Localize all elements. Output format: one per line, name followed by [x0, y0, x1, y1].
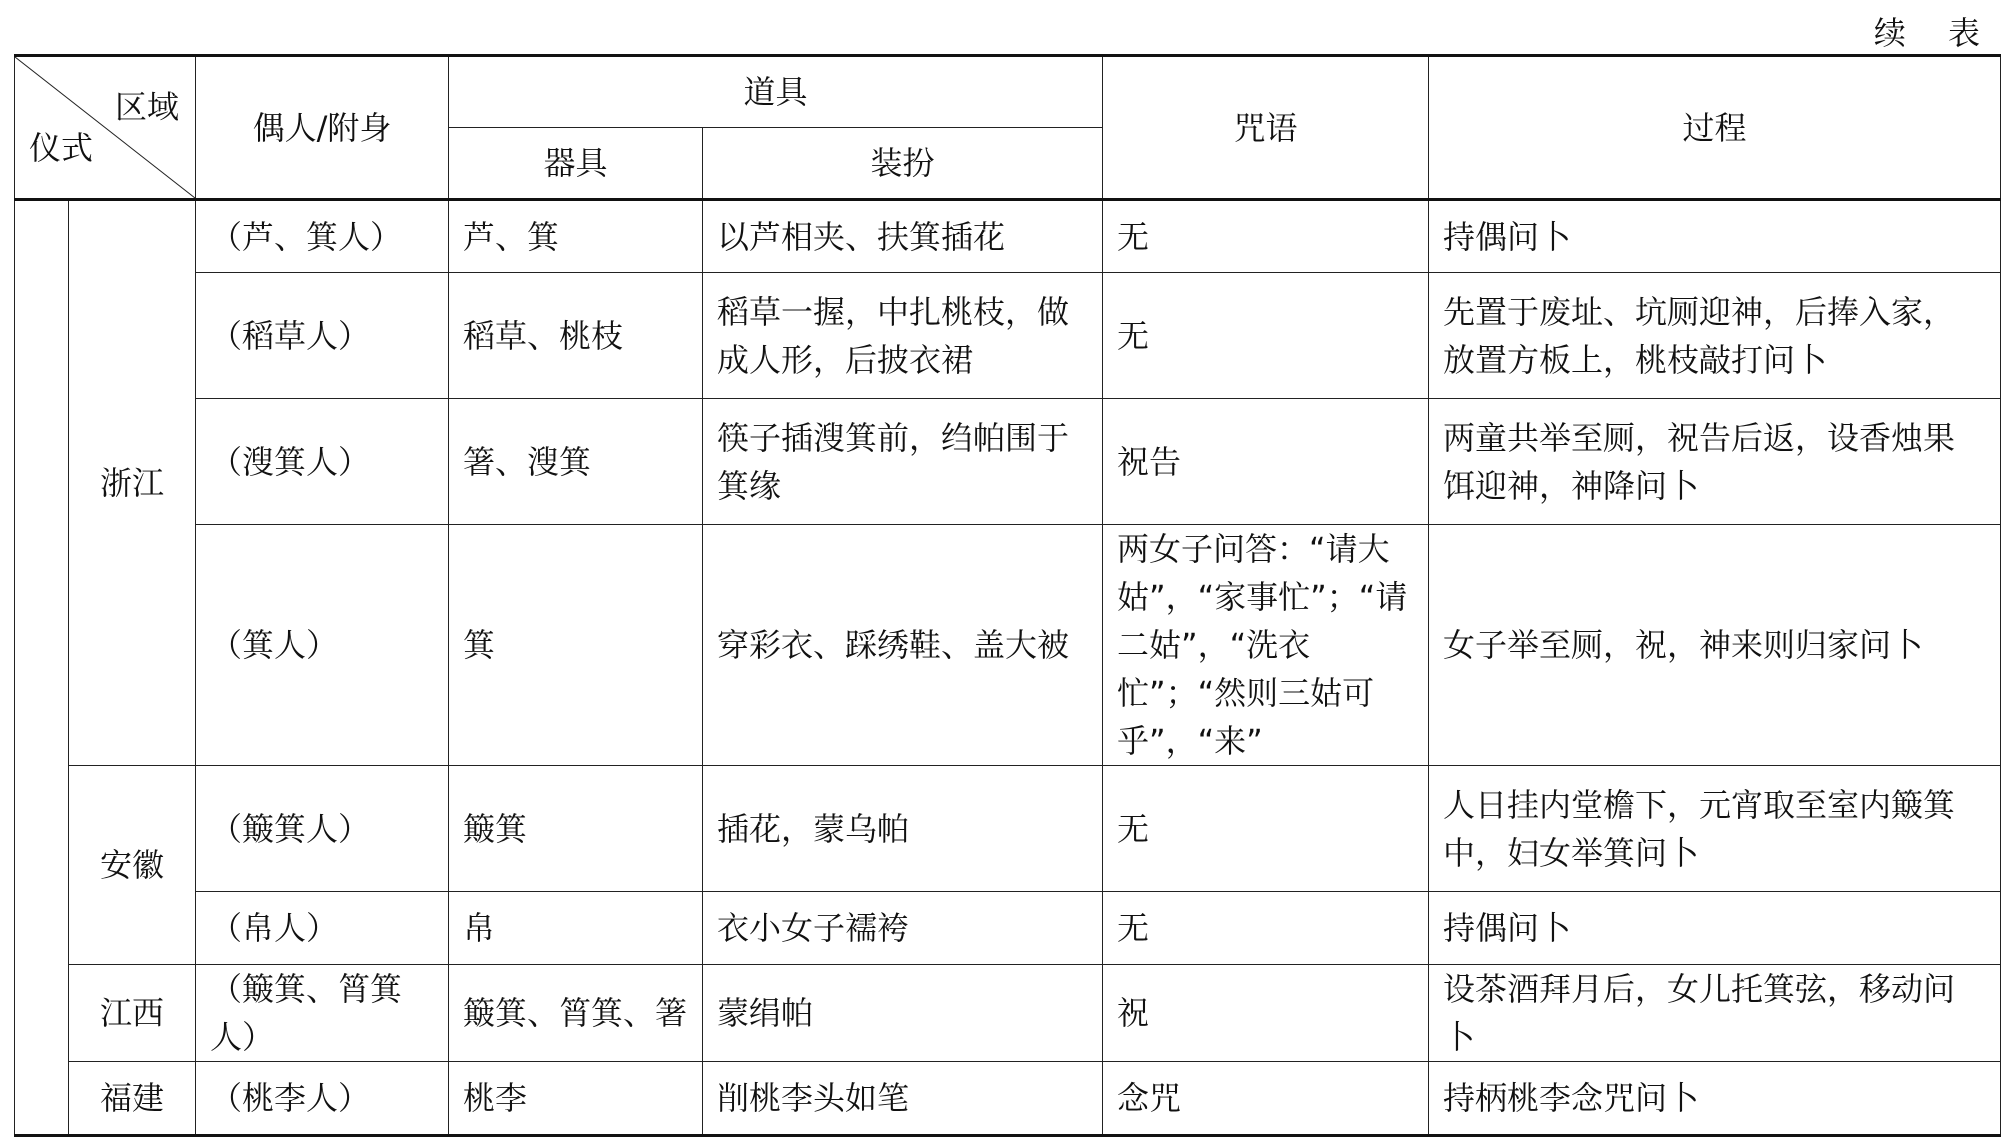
incantation-cell: 无 [1103, 766, 1429, 892]
incantation-cell: 无 [1103, 273, 1429, 399]
table-row [15, 273, 2001, 399]
dress-cell: 蒙绢帕 [703, 965, 1103, 1062]
figure-cell: （帛人） [196, 892, 449, 965]
incantation-cell: 祝 [1103, 965, 1429, 1062]
process-cell: 两童共举至厕，祝告后返，设香烛果饵迎神，神降问卜 [1429, 399, 2001, 525]
ritual-table [14, 54, 2001, 1137]
tools-cell: 桃李 [449, 1062, 703, 1136]
continued-label: 续 表 [1873, 14, 1996, 52]
diag-header-ritual: 仪式 [29, 129, 94, 167]
table-row [15, 399, 2001, 525]
header-process: 过程 [1429, 56, 2001, 200]
table-row [15, 1062, 2001, 1136]
dress-cell: 稻草一握，中扎桃枝，做成人形，后披衣裙 [703, 273, 1103, 399]
header-incantation: 咒语 [1103, 56, 1429, 200]
figure-cell: （溲箕人） [196, 399, 449, 525]
diagonal-header-cell [15, 56, 196, 200]
region-jiangxi: 江西 [69, 965, 196, 1062]
process-cell: 设茶酒拜月后，女儿托箕弦，移动问卜 [1429, 965, 2001, 1062]
dress-cell: 穿彩衣、踩绣鞋、盖大被 [703, 525, 1103, 766]
incantation-cell: 两女子问答：“请大姑”，“家事忙”；“请二姑”，“洗衣忙”；“然则三姑可乎”，“来” [1103, 525, 1429, 766]
tools-cell: 芦、箕 [449, 200, 703, 273]
process-cell: 先置于废址、坑厕迎神，后捧入家，放置方板上，桃枝敲打问卜 [1429, 273, 2001, 399]
table-row [15, 525, 2001, 766]
table-row [15, 892, 2001, 965]
process-cell: 人日挂内堂檐下，元宵取至室内簸箕中，妇女举箕问卜 [1429, 766, 2001, 892]
region-anhui: 安徽 [69, 766, 196, 965]
tools-cell: 稻草、桃枝 [449, 273, 703, 399]
header-row-1 [15, 56, 2001, 128]
process-cell: 女子举至厕，祝，神来则归家问卜 [1429, 525, 2001, 766]
process-cell: 持偶问卜 [1429, 892, 2001, 965]
dress-cell: 削桃李头如笔 [703, 1062, 1103, 1136]
figure-cell: （桃李人） [196, 1062, 449, 1136]
table-row [15, 766, 2001, 892]
dress-cell: 筷子插溲箕前，绉帕围于箕缘 [703, 399, 1103, 525]
process-cell: 持偶问卜 [1429, 200, 2001, 273]
region-zhejiang: 浙江 [69, 200, 196, 766]
figure-cell: （簸箕、筲箕人） [196, 965, 449, 1062]
diag-header-region: 区域 [114, 88, 179, 126]
figure-cell: （芦、箕人） [196, 200, 449, 273]
header-dress: 装扮 [703, 128, 1103, 200]
header-figure: 偶人/附身 [196, 56, 449, 200]
blank-column [15, 200, 69, 1136]
dress-cell: 以芦相夹、扶箕插花 [703, 200, 1103, 273]
tools-cell: 箸、溲箕 [449, 399, 703, 525]
figure-cell: （簸箕人） [196, 766, 449, 892]
header-props: 道具 [449, 56, 1103, 128]
dress-cell: 衣小女子襦袴 [703, 892, 1103, 965]
incantation-cell: 无 [1103, 200, 1429, 273]
incantation-cell: 念咒 [1103, 1062, 1429, 1136]
tools-cell: 簸箕 [449, 766, 703, 892]
incantation-cell: 祝告 [1103, 399, 1429, 525]
tools-cell: 簸箕、筲箕、箸 [449, 965, 703, 1062]
figure-cell: （箕人） [196, 525, 449, 766]
region-fujian: 福建 [69, 1062, 196, 1136]
dress-cell: 插花，蒙乌帕 [703, 766, 1103, 892]
table-row [15, 965, 2001, 1062]
process-cell: 持柄桃李念咒问卜 [1429, 1062, 2001, 1136]
tools-cell: 箕 [449, 525, 703, 766]
figure-cell: （稻草人） [196, 273, 449, 399]
table-row [15, 200, 2001, 273]
incantation-cell: 无 [1103, 892, 1429, 965]
tools-cell: 帛 [449, 892, 703, 965]
header-tools: 器具 [449, 128, 703, 200]
